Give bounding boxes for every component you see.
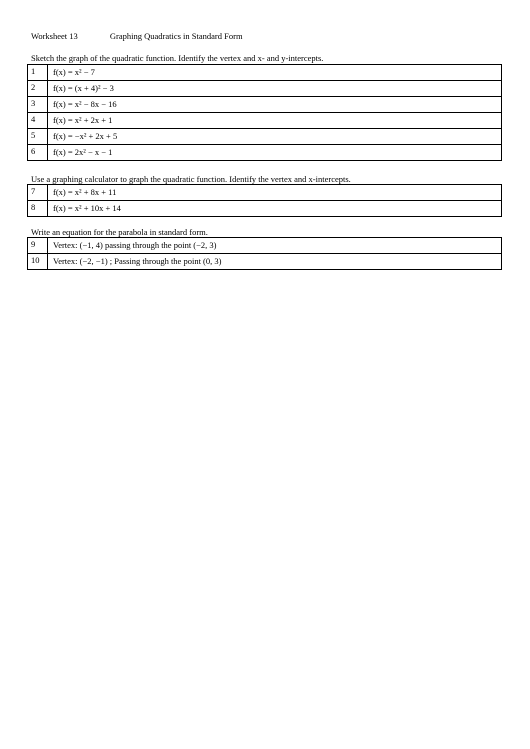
problem-number: 9 xyxy=(28,238,48,254)
section2-instruction: Use a graphing calculator to graph the quadratic function. Identify the vertex and x-intercepts. xyxy=(31,174,351,184)
problem-expression: f(x) = x² + 10x + 14 xyxy=(48,201,502,217)
problem-row xyxy=(28,238,502,254)
section1-instruction: Sketch the graph of the quadratic function. Identify the vertex and x- and y-intercepts. xyxy=(31,53,324,63)
problem-row xyxy=(28,201,502,217)
problem-expression: f(x) = x² + 2x + 1 xyxy=(48,113,502,129)
problem-number: 7 xyxy=(28,185,48,201)
problem-row xyxy=(28,185,502,201)
problem-number: 1 xyxy=(28,65,48,81)
problem-number: 10 xyxy=(28,254,48,270)
problem-expression: Vertex: (−2, −1) ; Passing through the point (0, 3) xyxy=(48,254,502,270)
problem-expression: f(x) = 2x² − x − 1 xyxy=(48,145,502,161)
problem-expression: f(x) = (x + 4)² − 3 xyxy=(48,81,502,97)
section1-table xyxy=(27,64,502,161)
problem-number: 8 xyxy=(28,201,48,217)
section3-instruction: Write an equation for the parabola in standard form. xyxy=(31,227,208,237)
problem-row xyxy=(28,254,502,270)
problem-expression: f(x) = x² + 8x + 11 xyxy=(48,185,502,201)
problem-number: 6 xyxy=(28,145,48,161)
problem-expression: Vertex: (−1, 4) passing through the point (−2, 3) xyxy=(48,238,502,254)
problem-number: 5 xyxy=(28,129,48,145)
problem-row xyxy=(28,129,502,145)
problem-row xyxy=(28,81,502,97)
problem-expression: f(x) = x² − 7 xyxy=(48,65,502,81)
problem-row xyxy=(28,65,502,81)
problem-row xyxy=(28,145,502,161)
section2-table xyxy=(27,184,502,217)
problem-number: 2 xyxy=(28,81,48,97)
problem-expression: f(x) = −x² + 2x + 5 xyxy=(48,129,502,145)
problem-row xyxy=(28,97,502,113)
worksheet-title: Graphing Quadratics in Standard Form xyxy=(109,31,243,41)
worksheet-header xyxy=(31,31,243,41)
problem-number: 3 xyxy=(28,97,48,113)
problem-number: 4 xyxy=(28,113,48,129)
problem-expression: f(x) = x² − 8x − 16 xyxy=(48,97,502,113)
problem-row xyxy=(28,113,502,129)
section3-table xyxy=(27,237,502,270)
worksheet-number: Worksheet 13 xyxy=(31,31,78,41)
